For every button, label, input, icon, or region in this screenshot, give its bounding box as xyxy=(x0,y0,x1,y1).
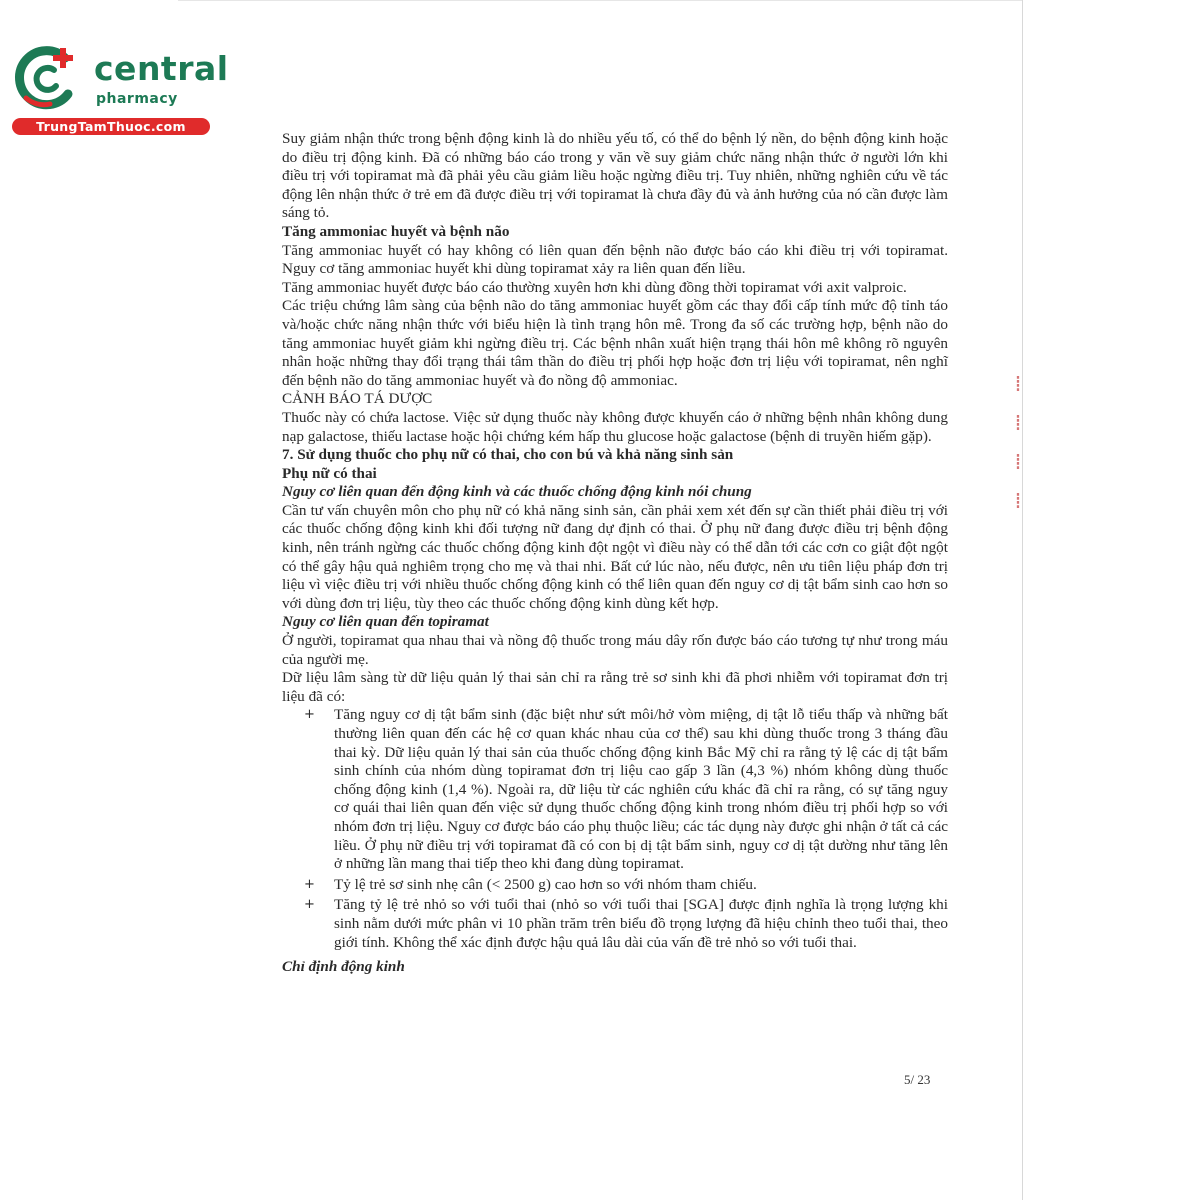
pharmacy-logo xyxy=(10,38,229,138)
logo-subtitle: pharmacy xyxy=(96,91,178,107)
page-number: 5/ 23 xyxy=(904,1072,931,1087)
subsection-heading: Nguy cơ liên quan đến động kinh và các thuốc chống động kinh nói chung xyxy=(282,483,752,501)
logo-name: central xyxy=(94,49,229,88)
paragraph: Cần tư vấn chuyên môn cho phụ nữ có khả năng sinh sản, cần phải xem xét đến sự cần thiết phải điều trị với các thuốc chống động kinh khi đối tượng nữ đang dự định có thai. Ở phụ nữ đang được điều trị bệnh động kinh, nên tránh ngừng các thuốc chống động kinh đột ngột vì điều này có thể dẫn tới các cơn co giật đột ngột có thể gây hậu quả nghiêm trọng cho mẹ và thai nhi. Bất cứ lúc nào, nếu được, nên ưu tiên liệu pháp đơn trị liệu vì việc điều trị với nhiều thuốc chống động kinh có thể liên quan đến nguy cơ dị tật bẩm sinh cao hơn so với dùng đơn trị liệu, tùy theo các thuốc chống động kinh dùng kết hợp. xyxy=(282,501,948,612)
page-top-edge xyxy=(178,0,1023,1)
list-item: + Tỷ lệ trẻ sơ sinh nhẹ cân (< 2500 g) cao hơn so với nhóm tham chiếu. xyxy=(334,876,948,895)
section-heading: CẢNH BÁO TÁ DƯỢC xyxy=(282,390,433,408)
bullet-list xyxy=(282,706,948,952)
margin-stamp-marks: ⁞ ⁞ ⁞ ⁞ xyxy=(1014,372,1022,514)
list-item: + Tăng nguy cơ dị tật bẩm sinh (đặc biệt như sứt môi/hở vòm miệng, dị tật lỗ tiểu thấp và những bất thường liên quan đến các hệ cơ quan khác nhau của cơ thể) sau khi dùng thuốc trong 3 tháng đầu thai kỳ. Dữ liệu quản lý thai sản của thuốc chống động kinh Bắc Mỹ chỉ ra rằng tỷ lệ các dị tật bẩm sinh chính của nhóm dùng topiramat đơn trị liệu cao gấp 3 lần (4,3 %) nhóm không dùng thuốc chống động kinh (1,4 %). Ngoài ra, dữ liệu từ các nghiên cứu khác đã chỉ ra rằng, có sự tăng nguy cơ quái thai liên quan đến việc sử dụng thuốc chống động kinh trong nhóm điều trị phối hợp so với nhóm đơn trị liệu. Nguy cơ được báo cáo phụ thuộc liều; các tác dụng này được ghi nhận ở tất cả các liều. Ở phụ nữ điều trị với topiramat đã có con bị dị tật bẩm sinh, nguy cơ dị tật dường như tăng lên ở những lần mang thai tiếp theo khi đang dùng topiramat. xyxy=(334,706,948,873)
subsection-heading: Chỉ định động kinh xyxy=(282,958,405,976)
subsection-heading: Phụ nữ có thai xyxy=(282,464,377,482)
section-heading: Tăng ammoniac huyết và bệnh não xyxy=(282,222,510,240)
document-body xyxy=(282,130,948,977)
paragraph: Các triệu chứng lâm sàng của bệnh não do tăng ammoniac huyết gồm các thay đổi cấp tính mức độ tỉnh táo và/hoặc chức năng nhận thức với biểu hiện là tình trạng hôn mê. Trong đa số các trường hợp, bệnh não do tăng ammoniac huyết giảm khi ngừng điều trị. Các bệnh nhân xuất hiện trạng thái hôn mê không rõ nguyên nhân hoặc những thay đổi trạng thái tâm thần do điều trị phối hợp hoặc đơn trị liệu với topiramat, nên nghĩ đến bệnh não do tăng ammoniac huyết và đo nồng độ ammoniac. xyxy=(282,297,948,389)
section-heading: 7. Sử dụng thuốc cho phụ nữ có thai, cho con bú và khả năng sinh sản xyxy=(282,446,734,464)
paragraph: Tăng ammoniac huyết có hay không có liên quan đến bệnh não được báo cáo khi điều trị với topiramat. Nguy cơ tăng ammoniac huyết khi dùng topiramat xảy ra liên quan đến liều. xyxy=(282,241,948,278)
paragraph: Dữ liệu lâm sàng từ dữ liệu quản lý thai sản chỉ ra rằng trẻ sơ sinh khi đã phơi nhiễm với topiramat đơn trị liệu đã có: xyxy=(282,669,948,705)
paragraph: Ở người, topiramat qua nhau thai và nồng độ thuốc trong máu dây rốn được báo cáo tương tự như trong máu của người mẹ. xyxy=(282,632,948,668)
page-right-edge xyxy=(1022,0,1023,1200)
paragraph: Thuốc này có chứa lactose. Việc sử dụng thuốc này không được khuyến cáo ở những bệnh nhân không dung nạp galactose, thiếu lactase hoặc hội chứng kém hấp thu glucose hoặc galactose (bệnh di truyền hiếm gặp). xyxy=(282,408,948,445)
subsection-heading: Nguy cơ liên quan đến topiramat xyxy=(282,613,489,631)
list-item: + Tăng tỷ lệ trẻ nhỏ so với tuổi thai (nhỏ so với tuổi thai [SGA] được định nghĩa là trọng lượng khi sinh nằm dưới mức phân vi 10 phần trăm trên biểu đồ trọng lượng đã hiệu chỉnh theo tuổi thai, theo giới tính. Không thể xác định được hậu quả lâu dài của vấn đề trẻ nhỏ so với tuổi thai. xyxy=(334,896,948,952)
central-pharmacy-logo-icon xyxy=(10,40,84,114)
paragraph: Suy giảm nhận thức trong bệnh động kinh là do nhiều yếu tố, có thể do bệnh lý nền, do bệnh động kinh hoặc do điều trị động kinh. Đã có những báo cáo trong y văn về suy giảm chức năng nhận thức ở người lớn khi điều trị với topiramat mà đã phải yêu cầu giảm liều hoặc ngừng điều trị. Tuy nhiên, những nghiên cứu về tác động lên nhận thức ở trẻ em đã được điều trị với topiramat là chưa đầy đủ và ảnh hưởng của nó cần được làm sáng tỏ. xyxy=(282,130,948,222)
logo-url-badge: TrungTamThuoc.com xyxy=(12,118,210,135)
paragraph: Tăng ammoniac huyết được báo cáo thường xuyên hơn khi dùng đồng thời topiramat với axit valproic. xyxy=(282,278,907,296)
